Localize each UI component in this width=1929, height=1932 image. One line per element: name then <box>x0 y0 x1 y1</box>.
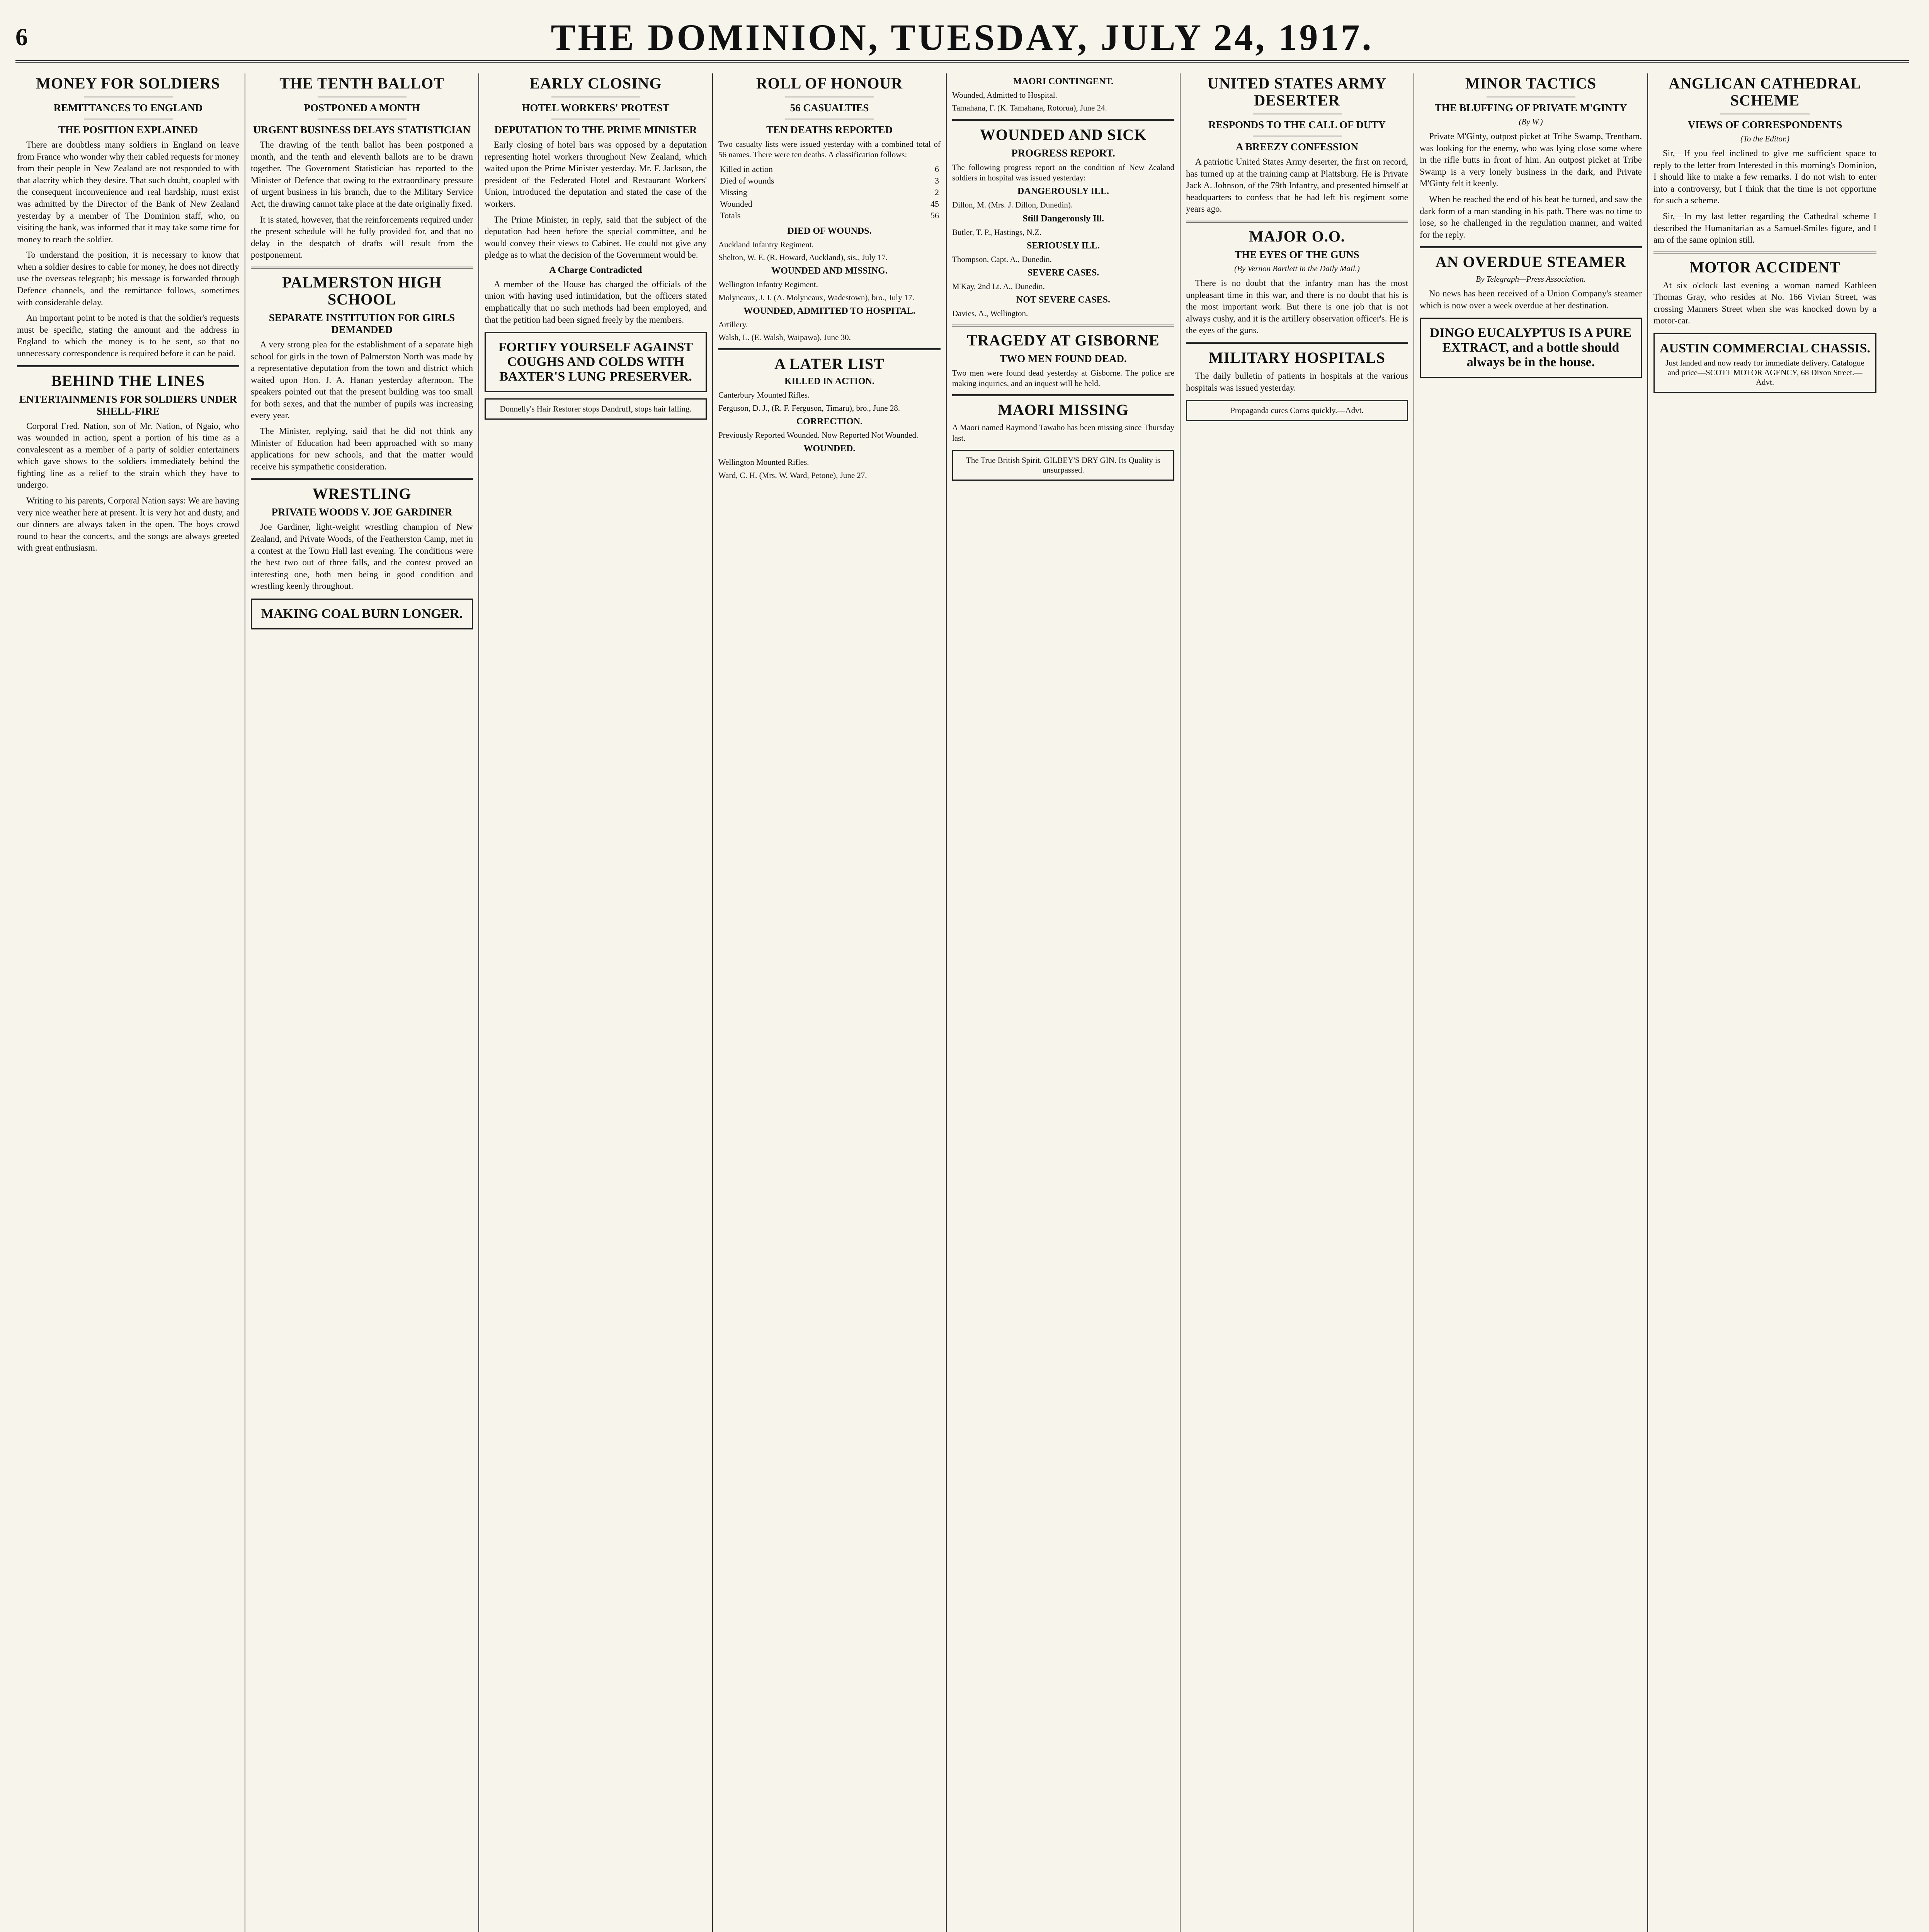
list-item: Wellington Mounted Rifles. <box>718 457 809 467</box>
paragraph: A very strong plea for the establishment of a separate high school for girls in the town of Palmerston North was made by a representative deputation from the town and district which waited upon Hon. J. A. Hanan yesterday afternoon. The speakers pointed out that the present building was too small for both sexes, and that the number of pupils was increasing every year. <box>251 339 473 420</box>
column-money-for-soldiers <box>12 73 245 1932</box>
subhead: PROGRESS REPORT. <box>1011 147 1115 159</box>
paragraph: At six o'clock last evening a woman named Kathleen Thomas Gray, who resides at No. 166 Vivian Street, was crossing Manners Street when she was knocked down by a motor-car. <box>1653 280 1876 326</box>
byline: (By W.) <box>1519 117 1543 127</box>
paragraph: When he reached the end of his beat he turned, and saw the dark form of a man standing in his path. There was no time to lose, so he challenged in the regulation manner, and waited for the reply. <box>1420 194 1642 240</box>
advertisement <box>1420 318 1642 378</box>
masthead <box>15 14 1909 63</box>
headline-early-closing: EARLY CLOSING <box>529 75 662 92</box>
headline-military-hospitals: MILITARY HOSPITALS <box>1208 349 1386 366</box>
headline-overdue-steamer: AN OVERDUE STEAMER <box>1435 253 1626 271</box>
list-item: Shelton, W. E. (R. Howard, Auckland), sis., July 17. <box>718 252 888 262</box>
advertisement-text: Propaganda cures Corns quickly.—Advt. <box>1230 406 1364 415</box>
advertisement-text: MAKING COAL BURN LONGER. <box>261 606 463 621</box>
paragraph: A Maori named Raymond Tawaho has been missing since Thursday last. <box>952 423 1174 443</box>
subhead: A Charge Contradicted <box>549 265 642 275</box>
advertisement-text: The True British Spirit. GILBEY'S DRY GIN. Its Quality is unsurpassed. <box>966 455 1160 474</box>
advertisement-text: AUSTIN COMMERCIAL CHASSIS. <box>1659 341 1871 355</box>
headline-later-list: A LATER LIST <box>774 355 885 373</box>
list-item: M'Kay, 2nd Lt. A., Dunedin. <box>952 282 1045 291</box>
subhead: HOTEL WORKERS' PROTEST <box>522 102 670 114</box>
subhead: 56 CASUALTIES <box>790 102 869 114</box>
byline: (By Vernon Bartlett in the Daily Mail.) <box>1234 264 1360 274</box>
paragraph: The Prime Minister, in reply, said that the subject of the deputation had been before the special committee, and he would convey their views to Cabinet. He could not give any pledge as to what the decision of the Government would be. <box>485 214 707 260</box>
list-item: Dillon, M. (Mrs. J. Dillon, Dunedin). <box>952 200 1073 210</box>
subhead: VIEWS OF CORRESPONDENTS <box>1687 119 1842 131</box>
column-us-army-deserter <box>1181 73 1414 1932</box>
list-item: Ferguson, D. J., (R. F. Ferguson, Timaru), bro., June 28. <box>718 403 900 413</box>
list-item: Wellington Infantry Regiment. <box>718 280 818 289</box>
advertisement-text: FORTIFY YOURSELF AGAINST COUGHS AND COLDS WITH BAXTER'S LUNG PRESERVER. <box>498 340 693 384</box>
paragraph: There is no doubt that the infantry man has the most unpleasant time in this war, and there is no doubt that his is the most important work. But there is one job that is not always cushy, and it is the artillery observation officer's. He is the eyes of the guns. <box>1186 278 1408 335</box>
table-row: Wounded 45 <box>720 199 939 209</box>
byline: By Telegraph—Press Association. <box>1476 274 1586 284</box>
table-row: Killed in action 6 <box>720 164 939 174</box>
paragraph: To understand the position, it is necessary to know that when a soldier desires to cable for money, he does not directly use the overseas telegraph; his message is forwarded through Defence channels, and the remittance follows, sometimes with considerable delay. <box>17 250 239 307</box>
advertisement <box>251 599 473 629</box>
advertisement <box>485 398 707 420</box>
subhead: DIED OF WOUNDS. <box>787 226 872 236</box>
subhead: DEPUTATION TO THE PRIME MINISTER <box>494 124 697 136</box>
byline: (To the Editor.) <box>1740 134 1790 144</box>
list-item: Wounded, Admitted to Hospital. <box>952 90 1057 100</box>
headline-major-oo: MAJOR O.O. <box>1249 227 1345 245</box>
paragraph: A patriotic United States Army deserter, the first on record, has turned up at the training camp at Plattsburg. He is Private Jack A. Johnson, of the 79th Infantry, and presented himself at headquarters to confess that he had left his regiment some years ago. <box>1186 157 1408 214</box>
list-item: Walsh, L. (E. Walsh, Waipawa), June 30. <box>718 333 851 342</box>
subhead: PRIVATE WOODS V. JOE GARDINER <box>271 506 452 518</box>
subhead: WOUNDED, ADMITTED TO HOSPITAL. <box>743 306 915 316</box>
paragraph: The daily bulletin of patients in hospitals at the various hospitals was issued yesterday. <box>1186 371 1408 393</box>
list-item: Auckland Infantry Regiment. <box>718 240 814 249</box>
paragraph: The following progress report on the condition of New Zealand soldiers in hospital was issued yesterday: <box>952 162 1174 182</box>
subhead: THE EYES OF THE GUNS <box>1235 248 1359 260</box>
list-item: Thompson, Capt. A., Dunedin. <box>952 254 1052 264</box>
newspaper-title: THE DOMINION, TUESDAY, JULY 24, 1917. <box>551 16 1374 58</box>
paragraph: It is stated, however, that the reinforcements required under the present schedule will be fully provided for, and that no delay in the despatch of drafts will result from the postponement. <box>251 214 473 260</box>
list-item: Ward, C. H. (Mrs. W. Ward, Petone), June 27. <box>718 470 867 480</box>
subhead: SEPARATE INSTITUTION FOR GIRLS DEMANDED <box>269 311 455 335</box>
advertisement <box>1186 400 1408 421</box>
subhead: DANGEROUSLY ILL. <box>1017 186 1109 197</box>
subhead: TEN DEATHS REPORTED <box>766 124 893 136</box>
subhead: WOUNDED. <box>803 444 856 454</box>
advertisement-text: Just landed and now ready for immediate delivery. Catalogue and price—SCOTT MOTOR AGENCY, 68 Dixon Street.—Advt. <box>1665 358 1864 387</box>
list-item: Davies, A., Wellington. <box>952 309 1028 318</box>
table-row: Totals 56 <box>720 210 939 220</box>
list-item: Butler, T. P., Hastings, N.Z. <box>952 227 1042 237</box>
headline-money-for-soldiers: MONEY FOR SOLDIERS <box>36 75 220 92</box>
table-row: Died of wounds 3 <box>720 175 939 185</box>
paragraph: Early closing of hotel bars was opposed by a deputation representing hotel workers throughout New Zealand, which waited upon the Prime Minister yesterday. Mr. F. Jackson, the president of the Federated Hotel and Restaurant Workers' Union, introduced the deputation and stated the case of the workers. <box>485 140 707 209</box>
column-early-closing <box>479 73 713 1932</box>
advertisement <box>485 332 707 392</box>
headline-behind-the-lines: BEHIND THE LINES <box>51 372 205 389</box>
subhead: CORRECTION. <box>796 417 863 427</box>
subhead: TWO MEN FOUND DEAD. <box>1000 352 1127 364</box>
paragraph: Writing to his parents, Corporal Nation says: We are having very nice weather here at present. It is very hot and dusty, and our dinners are always taken in the open. The boys crowd round to hear the concerts, and the songs are always greeted with great enthusiasm. <box>17 496 239 553</box>
subhead: A BREEZY CONFESSION <box>1235 141 1359 153</box>
subhead: KILLED IN ACTION. <box>784 376 874 387</box>
advertisement <box>952 450 1174 481</box>
casualty-table <box>718 163 941 221</box>
headline-palmerston-high-school: PALMERSTON HIGH SCHOOL <box>282 273 442 308</box>
paragraph: An important point to be noted is that the soldier's requests must be specific, stating the amount and the address in England to which the money is to be sent, so that no unnecessary correspondence is required before it can be paid. <box>17 313 239 358</box>
paragraph: Private M'Ginty, outpost picket at Tribe Swamp, Trentham, was looking for the enemy, who was lying close some where in the rifle butts in front of him. An outpost picket at Tribe Swamp is a very lonely business in the dark, and Private M'Ginty felt it keenly. <box>1420 131 1642 189</box>
subhead: THE POSITION EXPLAINED <box>58 124 198 136</box>
column-roll-of-honour <box>713 73 947 1932</box>
subhead: WOUNDED AND MISSING. <box>771 266 888 276</box>
paragraph: Sir,—In my last letter regarding the Cathedral scheme I described the Humanitarian as a Samuel-Smiles figure, and I am of the same opinion still. <box>1653 211 1876 245</box>
subhead: MAORI CONTINGENT. <box>1013 77 1114 87</box>
paragraph: There are doubtless many soldiers in England on leave from France who wonder why their cabled requests for money from their people in New Zealand are not responded to with that alacrity which they desire. That such doubt, coupled with the consequent inconvenience and real hardship, must exist was admitted by the Director of the Bank of New Zealand yesterday by a member of The Dominion staff, who, on visiting the bank, was informed that it may take some time for money to reach the soldier. <box>17 140 239 244</box>
column-anglican-cathedral <box>1648 73 1882 1932</box>
table-row: Missing 2 <box>720 187 939 197</box>
subhead: RESPONDS TO THE CALL OF DUTY <box>1208 119 1386 131</box>
subhead: THE BLUFFING OF PRIVATE M'GINTY <box>1434 102 1627 114</box>
list-item: Tamahana, F. (K. Tamahana, Rotorua), June 24. <box>952 103 1107 113</box>
headline-minor-tactics: MINOR TACTICS <box>1465 75 1597 92</box>
column-wounded-and-sick <box>947 73 1181 1932</box>
subhead: SERIOUSLY ILL. <box>1027 240 1100 251</box>
columns <box>12 73 1917 1932</box>
headline-anglican-cathedral: ANGLICAN CATHEDRAL SCHEME <box>1669 75 1861 109</box>
paragraph: No news has been received of a Union Company's steamer which is now over a week overdue at her destination. <box>1420 289 1642 310</box>
paragraph: Corporal Fred. Nation, son of Mr. Nation, of Ngaio, who was wounded in action, spent a portion of his time as a convalescent as a member of a party of soldier entertainers which gave shows to the soldiers immediately behind the fighting line as a relief to the strain which they have to undergo. <box>17 421 239 490</box>
paragraph: Sir,—If you feel inclined to give me sufficient space to reply to the letter from Interested in this morning's Dominion, I should like to make a few remarks. I do not wish to enter into a controversy, but I think that the time is not opportune for such a scheme. <box>1653 148 1876 206</box>
advertisement-text: DINGO EUCALYPTUS IS A PURE EXTRACT, and a bottle should always be in the house. <box>1430 326 1632 370</box>
paragraph: Two casualty lists were issued yesterday with a combined total of 56 names. There were ten deaths. A classification follows: <box>718 139 941 160</box>
paragraph: A member of the House has charged the officials of the union with having used intimidation, but the officers stated emphatically that no such methods had been employed, and that the petition had been signed freely by the members. <box>485 279 707 325</box>
list-item: Molyneaux, J. J. (A. Molyneaux, Wadestown), bro., July 17. <box>718 293 915 302</box>
list-item: Canterbury Mounted Rifles. <box>718 390 810 400</box>
advertisement-text: Donnelly's Hair Restorer stops Dandruff, stops hair falling. <box>500 404 692 414</box>
list-item: Artillery. <box>718 320 748 329</box>
headline-motor-accident: MOTOR ACCIDENT <box>1689 258 1841 276</box>
headline-roll-of-honour: ROLL OF HONOUR <box>756 75 903 92</box>
subhead: ENTERTAINMENTS FOR SOLDIERS UNDER SHELL-FIRE <box>19 393 237 417</box>
subhead: REMITTANCES TO ENGLAND <box>53 102 203 114</box>
subhead: NOT SEVERE CASES. <box>1016 295 1110 305</box>
headline-us-army-deserter: UNITED STATES ARMY DESERTER <box>1207 75 1387 109</box>
paragraph: Joe Gardiner, light-weight wrestling champion of New Zealand, and Private Woods, of the Featherston Camp, met in a contest at the Town Hall last evening. The conditions were the best two out of three falls, and the contest proved an interesting one, both men being in good condition and wrestling keenly throughout. <box>251 522 473 591</box>
column-tenth-ballot <box>245 73 479 1932</box>
headline-tragedy-at-gisborne: TRAGEDY AT GISBORNE <box>967 331 1160 349</box>
headline-wounded-and-sick: WOUNDED AND SICK <box>980 126 1147 143</box>
subhead: Still Dangerously Ill. <box>1022 213 1104 224</box>
paragraph: Two men were found dead yesterday at Gisborne. The police are making inquiries, and an inquest will be held. <box>952 368 1174 388</box>
subhead: SEVERE CASES. <box>1027 268 1099 278</box>
headline-wrestling: WRESTLING <box>312 485 412 503</box>
subhead: URGENT BUSINESS DELAYS STATISTICIAN <box>253 124 471 136</box>
list-item: Previously Reported Wounded. Now Reported Not Wounded. <box>718 430 919 440</box>
subhead: POSTPONED A MONTH <box>304 102 420 114</box>
advertisement <box>1653 333 1876 393</box>
page-number: 6 <box>15 23 28 51</box>
headline-maori-missing: MAORI MISSING <box>998 401 1129 419</box>
headline-tenth-ballot: THE TENTH BALLOT <box>279 75 444 92</box>
paragraph: The Minister, replying, said that he did not think any Minister of Education had been approached with so many applications for new schools, and that the matter would receive his sympathetic consideration. <box>251 426 473 471</box>
column-minor-tactics <box>1414 73 1648 1932</box>
paragraph: The drawing of the tenth ballot has been postponed a month, and the tenth and eleventh ballots are to be drawn together. The Government Statistician has reported to the Minister of Defence that owing to the extraordinary pressure of urgent business in his branch, due to the Military Service Act, the drawing cannot take place at the date originally fixed. <box>251 140 473 209</box>
